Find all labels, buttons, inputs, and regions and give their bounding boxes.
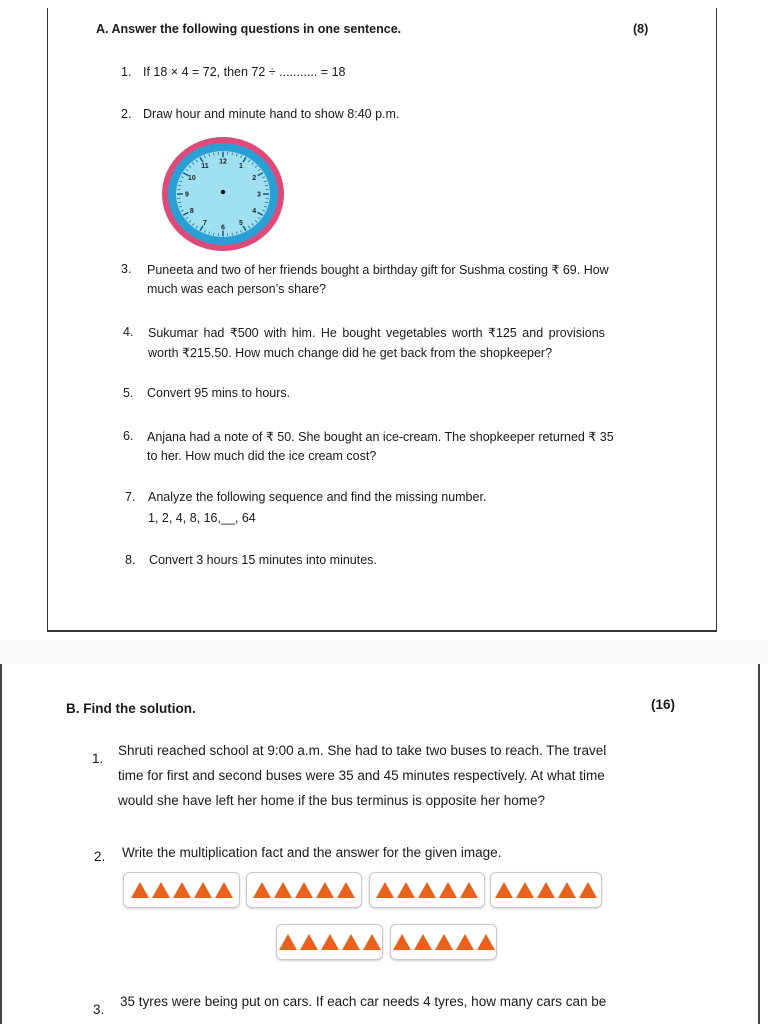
triangle-shape (279, 934, 297, 950)
question-number: 7. (125, 490, 136, 504)
triangle-shape (173, 882, 191, 898)
clock-number: 3 (257, 191, 261, 199)
triangle-shape (363, 934, 381, 950)
triangle-shape (439, 882, 457, 898)
triangle-shape (537, 882, 555, 898)
triangle-shape (152, 882, 170, 898)
question-number: 2. (94, 849, 106, 864)
section-a-marks: (8) (633, 22, 649, 36)
triangle-shape (460, 882, 478, 898)
question-text: 35 tyres were being put on cars. If each car needs 4 tyres, how many cars can be (120, 994, 607, 1009)
clock-number: 9 (185, 191, 189, 199)
triangle-group (246, 872, 362, 908)
triangle-shape (456, 934, 474, 950)
clock-face-image (161, 136, 285, 252)
section-a-border (47, 8, 717, 632)
triangle-shape (516, 882, 534, 898)
question-number: 5. (123, 386, 134, 400)
question-text: would she have left her home if the bus terminus is opposite her home? (118, 793, 545, 808)
triangle-shape (418, 882, 436, 898)
question-number: 1. (121, 65, 132, 79)
question-number: 3. (93, 1002, 105, 1017)
triangle-group (123, 872, 240, 908)
triangle-group (390, 924, 497, 960)
section-b-marks: (16) (651, 697, 676, 712)
question-text: worth ₹215.50. How much change did he get back from the shopkeeper? (148, 346, 553, 360)
section-a-heading: A. Answer the following questions in one sentence. (96, 22, 402, 36)
section-b-border-left (0, 664, 2, 1024)
clock-number: 5 (239, 220, 243, 228)
triangle-shape (414, 934, 432, 950)
triangle-shape (397, 882, 415, 898)
triangle-shape (295, 882, 313, 898)
question-text: Draw hour and minute hand to show 8:40 p.m. (143, 107, 400, 121)
question-number: 4. (123, 325, 134, 339)
question-text: Convert 3 hours 15 minutes into minutes. (149, 553, 377, 567)
triangle-shape (274, 882, 292, 898)
triangle-shape (342, 934, 360, 950)
clock-number: 8 (189, 208, 194, 216)
triangle-shape (579, 882, 597, 898)
number-sequence: 1, 2, 4, 8, 16,__, 64 (148, 511, 256, 525)
question-number: 3. (121, 262, 132, 276)
question-text: much was each person’s share? (147, 282, 327, 296)
question-text: Anjana had a note of ₹ 50. She bought an ice-cream. The shopkeeper returned ₹ 35 (147, 430, 614, 444)
clock-number: 12 (219, 158, 227, 166)
question-text: If 18 × 4 = 72, then 72 ÷ ........... = 18 (143, 65, 346, 79)
question-text: Analyze the following sequence and find the missing number. (148, 490, 487, 504)
question-text: to her. How much did the ice cream cost? (147, 449, 377, 463)
question-text: time for first and second buses were 35 and 45 minutes respectively. At what time (118, 768, 605, 783)
question-number: 2. (121, 107, 132, 121)
question-text: Shruti reached school at 9:00 a.m. She had to take two buses to reach. The travel (118, 743, 607, 758)
triangle-group (369, 872, 485, 908)
clock-number: 11 (201, 162, 209, 170)
clock-number: 4 (252, 208, 257, 216)
clock-number: 2 (252, 174, 257, 182)
triangle-shape (316, 882, 334, 898)
clock-number: 1 (239, 162, 243, 170)
worksheet-section-b (0, 664, 768, 1024)
triangle-shape (215, 882, 233, 898)
triangle-shape (131, 882, 149, 898)
triangle-shape (495, 882, 513, 898)
question-number: 8. (125, 553, 136, 567)
triangle-shape (337, 882, 355, 898)
section-b-border-right (758, 664, 760, 1024)
triangle-shape (558, 882, 576, 898)
question-text: Convert 95 mins to hours. (147, 386, 291, 400)
triangle-shape (194, 882, 212, 898)
clock-number: 7 (203, 220, 207, 228)
triangle-shape (477, 934, 495, 950)
triangle-shape (300, 934, 318, 950)
question-number: 6. (123, 429, 134, 443)
triangle-shape (376, 882, 394, 898)
triangle-shape (253, 882, 271, 898)
triangle-shape (435, 934, 453, 950)
section-b-heading: B. Find the solution. (66, 701, 196, 716)
question-text: Sukumar had ₹500 with him. He bought vegetables worth ₹125 and provisions (148, 326, 605, 340)
clock-number: 6 (221, 224, 225, 232)
triangle-group (490, 872, 602, 908)
clock-number: 10 (187, 174, 196, 182)
clock-center-dot (221, 190, 225, 194)
question-text: Write the multiplication fact and the answer for the given image. (122, 845, 502, 860)
triangle-shape (393, 934, 411, 950)
triangle-group (276, 924, 383, 960)
question-number: 1. (92, 751, 104, 766)
page-gap (0, 640, 768, 664)
question-text: Puneeta and two of her friends bought a birthday gift for Sushma costing ₹ 69. How (147, 263, 609, 277)
triangle-shape (321, 934, 339, 950)
